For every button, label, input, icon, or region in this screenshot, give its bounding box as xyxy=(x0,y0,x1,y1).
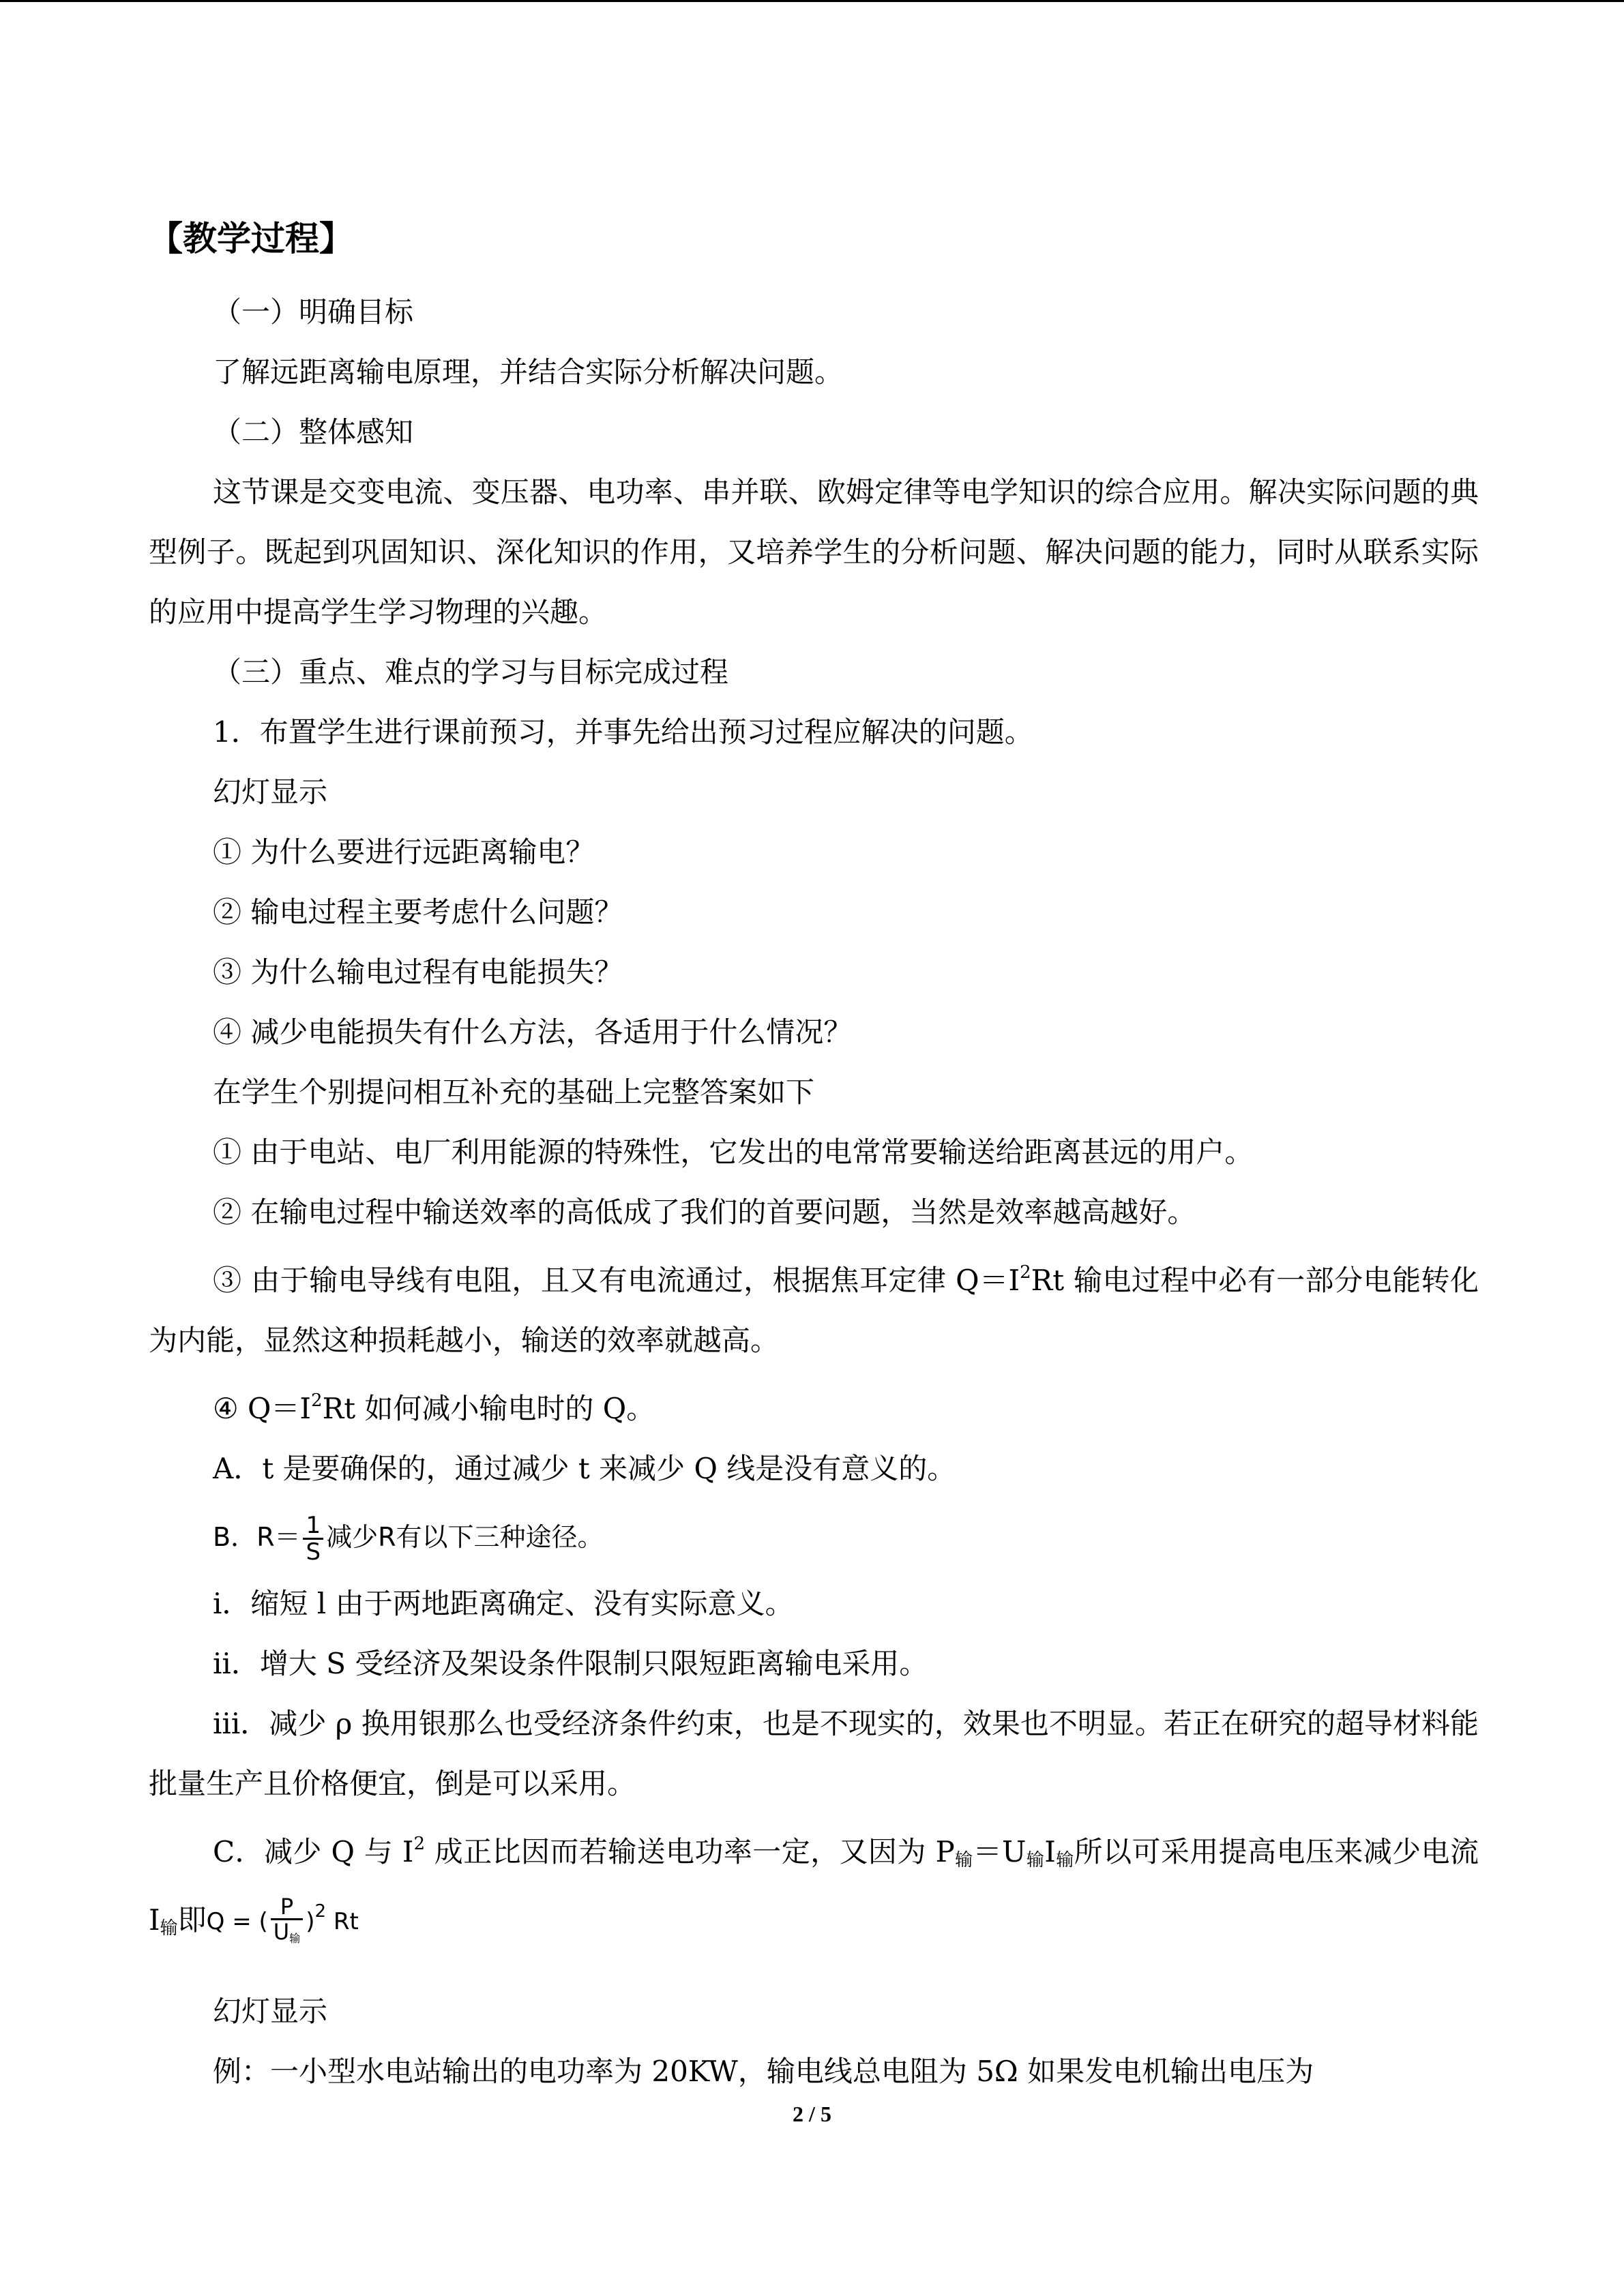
option-a: A．t 是要确保的，通过减少 t 来减少 Q 线是没有意义的。 xyxy=(213,1452,956,1485)
process-heading: （三）重点、难点的学习与目标完成过程 xyxy=(213,655,729,689)
question-1: ① 为什么要进行远距离输电？ xyxy=(213,835,595,869)
fraction-numerator: 1 xyxy=(303,1513,323,1540)
formula-numerator: P xyxy=(271,1895,303,1920)
answer-2: ② 在输电过程中输送效率的高低成了我们的首要问题，当然是效率越高越好。 xyxy=(213,1195,1196,1229)
option-c-sub-2: 输 xyxy=(1026,1850,1045,1870)
answer-4-exponent: 2 xyxy=(311,1390,323,1411)
document-page xyxy=(149,211,1479,2102)
example-text: 例：一小型水电站输出的电功率为 20KW，输电线总电阻为 5Ω 如果发电机输出电压为 xyxy=(213,2055,1314,2088)
formula-power: 2 xyxy=(314,1900,327,1922)
answers-intro: 在学生个别提问相互补充的基础上完整答案如下 xyxy=(213,1075,815,1109)
formula-denominator xyxy=(271,1920,303,1950)
goal-text: 了解远距离输电原理，并结合实际分析解决问题。 xyxy=(213,355,844,389)
perception-text: 这节课是交变电流、变压器、电功率、串并联、欧姆定律等电学知识的综合应用。解决实际问题的典型例子。既起到巩固知识、深化知识的作用，又培养学生的分析问题、解决问题的能力，同时从联系实际的应用中提高学生学习物理的兴趣。 xyxy=(149,475,1479,629)
formula-tail: Rt xyxy=(326,1907,359,1935)
option-b xyxy=(149,1499,1479,1574)
option-ii: ii．增大 S 受经济及架设条件限制只限短距离输电采用。 xyxy=(213,1647,928,1680)
answer-3 xyxy=(149,1242,1479,1371)
formula-rhs: ) xyxy=(306,1907,315,1935)
answer-4-part-a: ④ Q＝I xyxy=(213,1392,312,1425)
heat-loss-formula xyxy=(207,1895,359,1950)
answer-3-part-a: ③ 由于输电导线有电阻，且又有电流通过，根据焦耳定律 Q＝I xyxy=(213,1264,1020,1297)
option-c-part-b: 成正比因而若输送电功率一定，又因为 P xyxy=(425,1835,955,1868)
top-border-line xyxy=(0,0,1624,2)
option-c-part-d: I xyxy=(1044,1835,1056,1868)
option-b-suffix: 减少R有以下三种途径。 xyxy=(326,1522,604,1552)
step-1-text: 1．布置学生进行课前预习，并事先给出预习过程应解决的问题。 xyxy=(213,715,1033,749)
formula-fraction xyxy=(271,1895,303,1950)
option-c-exponent: 2 xyxy=(413,1834,426,1854)
answer-4 xyxy=(149,1371,1479,1439)
answer-4-part-b: Rt 如何减小输电时的 Q。 xyxy=(322,1392,655,1425)
option-c-sub-1: 输 xyxy=(954,1850,973,1870)
option-c-sub-4: 输 xyxy=(160,1918,178,1939)
formula-denominator-u: U xyxy=(273,1918,290,1945)
answer-3-part-b: Rt 输电过程中必有一部分电能转化为内能，显然这种损耗越小，输送的效率就越高。 xyxy=(149,1264,1479,1357)
formula-lhs: Q = ( xyxy=(206,1907,268,1935)
perception-heading: （二）整体感知 xyxy=(213,415,414,449)
question-4: ④ 减少电能损失有什么方法，各适用于什么情况？ xyxy=(213,1015,853,1049)
option-c-part-f: 即 xyxy=(177,1903,207,1937)
question-3: ③ 为什么输电过程有电能损失？ xyxy=(213,955,623,989)
answer-1: ① 由于电站、电厂利用能源的特殊性，它发出的电常常要输送给距离甚远的用户。 xyxy=(213,1135,1254,1169)
option-c-part-c: ＝U xyxy=(973,1835,1027,1868)
option-b-prefix: B．R＝ xyxy=(213,1522,301,1552)
option-i: i．缩短 l 由于两地距离确定、没有实际意义。 xyxy=(213,1587,794,1620)
section-title: 【教学过程】 xyxy=(149,219,353,258)
goal-heading: （一）明确目标 xyxy=(213,295,414,329)
fraction-denominator: S xyxy=(306,1538,321,1566)
question-2: ② 输电过程主要考虑什么问题？ xyxy=(213,895,623,929)
option-c-part-a: C．减少 Q 与 I xyxy=(213,1835,414,1868)
slide-label-2: 幻灯显示 xyxy=(213,1995,328,2028)
option-c-sub-3: 输 xyxy=(1055,1850,1074,1870)
formula-denominator-sub: 输 xyxy=(289,1931,301,1945)
spacer xyxy=(149,1958,1479,1982)
page-number: 2 / 5 xyxy=(793,2102,831,2126)
option-c-part-e: 所以可采用提高电压来减少电流 I xyxy=(149,1835,1479,1937)
answer-3-exponent: 2 xyxy=(1020,1262,1031,1283)
resistance-fraction xyxy=(303,1513,323,1564)
option-c xyxy=(149,1814,1479,1958)
option-iii: iii．减少 ρ 换用银那么也受经济条件约束，也是不现实的，效果也不明显。若正在研究的超导材料能批量生产且价格便宜，倒是可以采用。 xyxy=(149,1707,1479,1800)
slide-label-1: 幻灯显示 xyxy=(213,775,328,809)
